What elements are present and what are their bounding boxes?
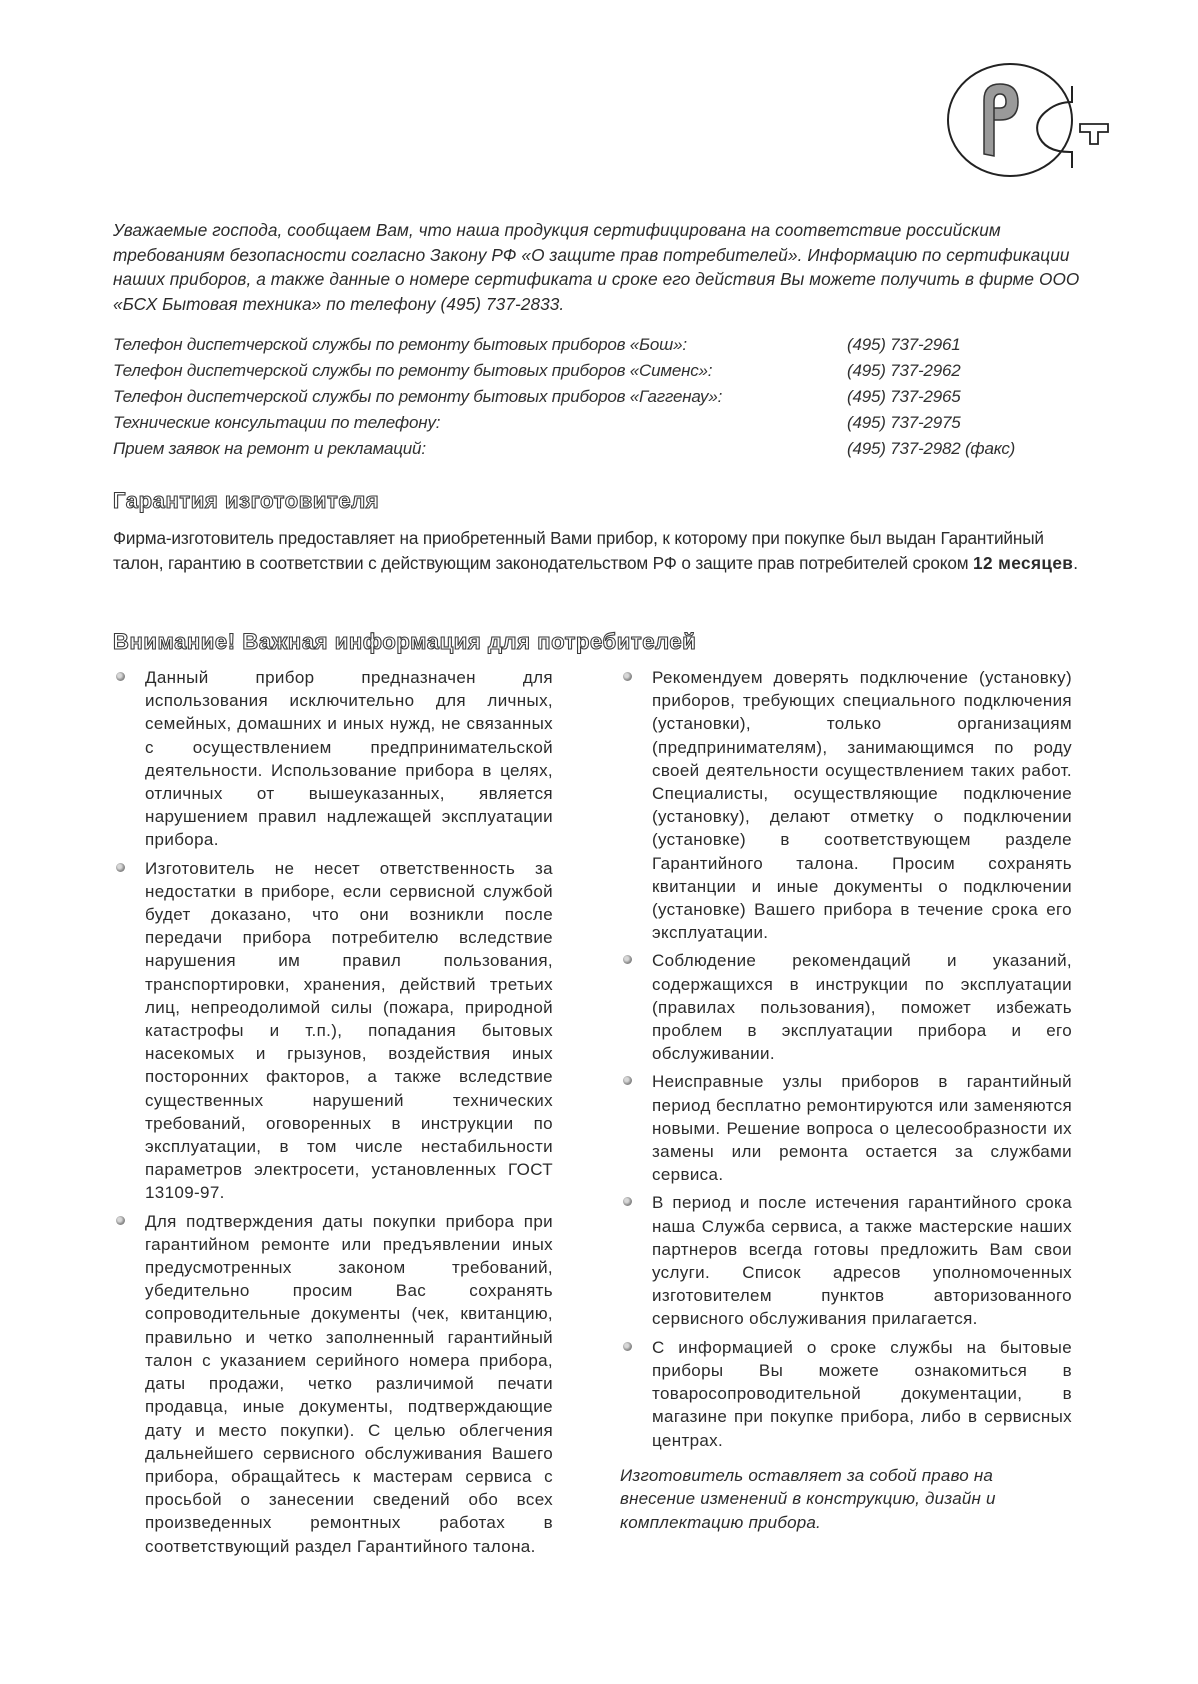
- rst-certification-logo: [940, 62, 1120, 182]
- list-item: [620, 666, 1072, 944]
- contact-row: [113, 358, 1073, 384]
- list-item-text: С информацией о сроке службы на бытовые приборы Вы можете ознакомиться в товаросопроводительной документации, в магазине при покупке прибора, либо в сервисных центрах.: [652, 1337, 1072, 1450]
- contact-label: Телефон диспетчерской службы по ремонту бытовых приборов «Бош»:: [113, 335, 687, 354]
- warranty-term: 12 месяцев: [973, 552, 1074, 573]
- contact-label: Телефон диспетчерской службы по ремонту бытовых приборов «Гаггенау»:: [113, 387, 723, 406]
- contact-label: Прием заявок на ремонт и рекламаций:: [113, 439, 426, 458]
- list-item: [620, 1070, 1072, 1186]
- list-item: [620, 1191, 1072, 1330]
- list-item-text: Изготовитель не несет ответственность за недостатки в приборе, если сервисной службой будет доказано, что они возникли после передачи прибора потребителю вследствие нарушения им правил пользования, транспортировки, хранения, действий третьих лиц, непреодолимой силы (пожара, природной катастрофы и т.п.), попадания бытовых насекомых и грызунов, воздействия иных посторонних факторов, а также вследствие существенных нарушений технических требований, оговоренных в инструкции по эксплуатации, в том числе нестабильности параметров электросети, установленных ГОСТ 13109-97.: [145, 858, 553, 1203]
- warranty-body: Фирма-изготовитель предоставляет на приобретенный Вами прибор, к которому при покупке был выдан Гарантийный талон, гарантию в соответствии с действующим законодательством РФ о защите прав потребителей сроком: [113, 528, 1044, 573]
- contact-phone: (495) 737-2961: [847, 335, 961, 354]
- manufacturer-note: Изготовитель оставляет за собой право на внесение изменений в конструкцию, дизайн и комплектацию прибора.: [620, 1465, 996, 1532]
- list-item-text: Для подтверждения даты покупки прибора при гарантийном ремонте или предъявлении иных предусмотренных законом требований, убедительно просим Вас сохранять сопроводительные документы (чек, квитанцию, правильно и четко заполненный гарантийный талон с указанием серийного номера прибора, даты продажи, четко различимой печати продавца, иные документы, подтверждающие дату и место покупки). С целью облегчения дальнейшего сервисного обслуживания Вашего прибора, обращайтесь к мастерам сервиса с просьбой о занесении сведений обо всех произведенных ремонтных работах в соответствующий раздел Гарантийного талона.: [145, 1211, 553, 1556]
- list-item: [113, 666, 553, 852]
- attention-left-column: [113, 666, 553, 1563]
- bullet-icon: [116, 1216, 125, 1225]
- contact-phone: (495) 737-2982 (факс): [847, 439, 1016, 458]
- bullet-icon: [623, 672, 632, 681]
- contact-phone: (495) 737-2965: [847, 387, 961, 406]
- contact-row: [113, 384, 1073, 410]
- list-item: [113, 1210, 553, 1558]
- bullet-icon: [623, 1197, 632, 1206]
- bullet-icon: [623, 955, 632, 964]
- contact-phone: (495) 737-2975: [847, 413, 961, 432]
- bullet-icon: [116, 863, 125, 872]
- contact-phone: (495) 737-2962: [847, 361, 961, 380]
- list-item: [113, 857, 553, 1205]
- contact-row: [113, 436, 1073, 462]
- bullet-icon: [623, 1076, 632, 1085]
- list-item-text: Соблюдение рекомендаций и указаний, содержащихся в инструкции по эксплуатации (правилах пользования), поможет избежать проблем в эксплуатации прибора и его обслуживании.: [652, 951, 1072, 1064]
- list-item: [620, 949, 1072, 1065]
- contact-label: Технические консультации по телефону:: [113, 413, 441, 432]
- warranty-heading: Гарантия изготовителя: [113, 488, 380, 513]
- list-item: [620, 1336, 1072, 1452]
- list-item-text: В период и после истечения гарантийного срока наша Служба сервиса, а также мастерские наших партнеров всегда готовы предложить Вам свои услуги. Список адресов уполномоченных изготовителем пунктов авторизованного сервисного обслуживания прилагается.: [652, 1193, 1072, 1329]
- attention-right-column: [620, 666, 1072, 1534]
- contact-label: Телефон диспетчерской службы по ремонту бытовых приборов «Сименс»:: [113, 361, 713, 380]
- warranty-text: [113, 526, 1098, 575]
- list-item-text: Данный прибор предназначен для использования исключительно для личных, семейных, домашних и иных нужд, не связанных с осуществлением предпринимательской деятельности. Использование прибора в целях, отличных от вышеуказанных, является нарушением правил надлежащей эксплуатации прибора.: [145, 668, 553, 850]
- list-item-text: Рекомендуем доверять подключение (установку) приборов, требующих специального подключения (установки), только организациям (предпринимателям), занимающимся по роду своей деятельности осуществлением таких работ. Специалисты, осуществляющие подключение (установку), делают отметку о подключении (установке) в соответствующем разделе Гарантийного талона. Просим сохранять квитанции и иные документы о подключении (установке) Вашего прибора в течение срока его эксплуатации.: [652, 668, 1072, 943]
- contact-phone-list: [113, 332, 1073, 462]
- warranty-end: .: [1073, 552, 1078, 573]
- contact-row: [113, 332, 1073, 358]
- bullet-icon: [116, 672, 125, 681]
- list-item-text: Неисправные узлы приборов в гарантийный период бесплатно ремонтируются или заменяются новыми. Решение вопроса о целесообразности их замены или ремонта остается за службами сервиса.: [652, 1072, 1072, 1185]
- attention-heading: Внимание! Важная информация для потребителей: [113, 629, 697, 654]
- rst-mark-icon: [940, 62, 1120, 182]
- certification-intro: Уважаемые господа, сообщаем Вам, что наша продукция сертифицирована на соответствие российским требованиям безопасности согласно Закону РФ «О защите прав потребителей». Информацию по сертификации наших приборов, а также данные о номере сертификата и сроке его действия Вы можете получить в фирме ООО «БСХ Бытовая техника» по телефону (495) 737-2833.: [113, 220, 1080, 314]
- bullet-icon: [623, 1342, 632, 1351]
- contact-row: [113, 410, 1073, 436]
